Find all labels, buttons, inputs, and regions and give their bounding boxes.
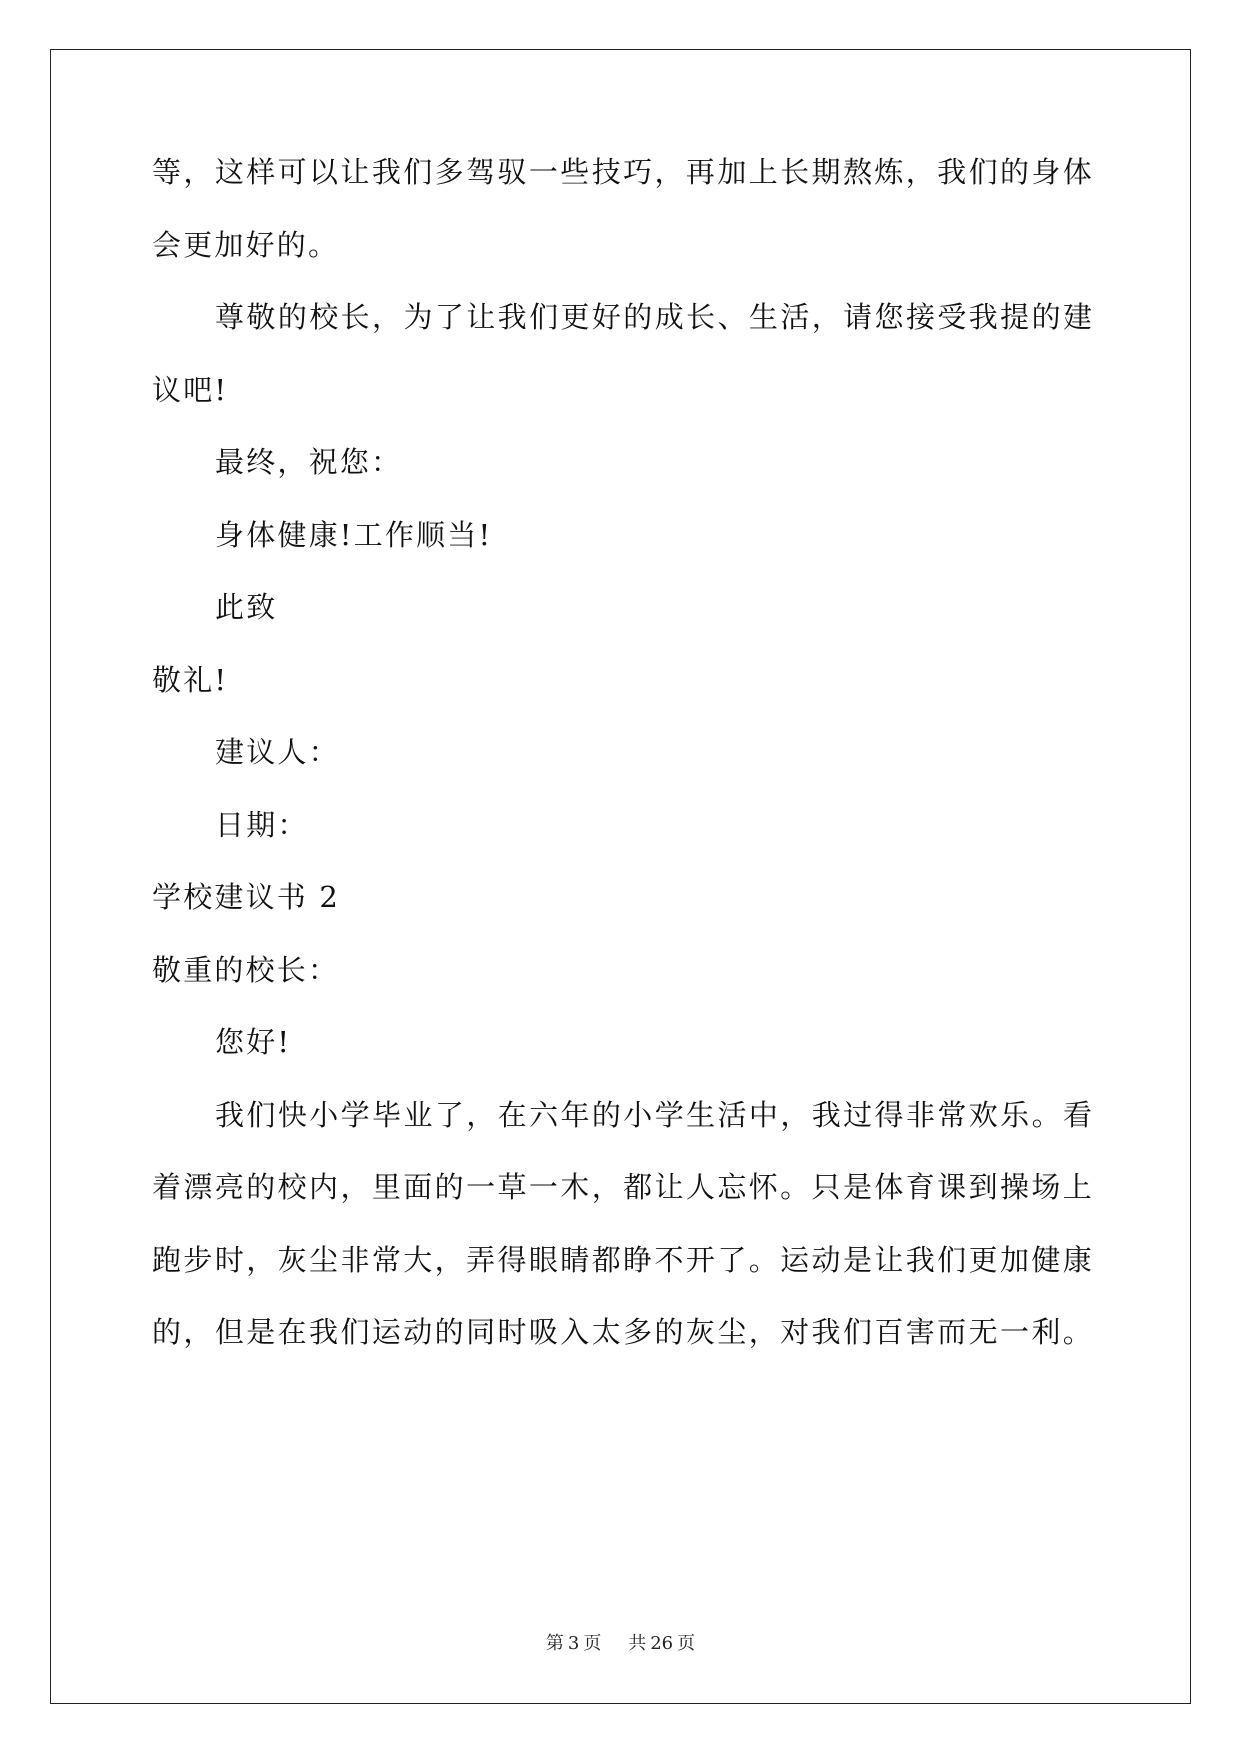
paragraph-line: 议吧! bbox=[152, 373, 229, 407]
paragraph-line: 日期： bbox=[215, 808, 309, 842]
paragraph-line: 敬礼! bbox=[152, 663, 229, 697]
paragraph-line: 的 ， 但 是 在 我 们 运 动 的 同 时 吸 入 太 多 的 灰 尘 ， 对 我 们 百 害 而 无 一 利 。 bbox=[152, 1315, 1092, 1349]
paragraph-line: 最终，祝您： bbox=[215, 445, 403, 479]
paragraph-line: 您好! bbox=[215, 1025, 292, 1059]
total-pages: 26 bbox=[650, 1633, 674, 1654]
paragraph-line: 着 漂 亮 的 校 内 ， 里 面 的 一 草 一 木 ， 都 让 人 忘 怀 。 只 是 体 育 课 到 操 场 上 bbox=[152, 1170, 1092, 1204]
total-label-prefix: 共 bbox=[628, 1633, 647, 1654]
total-label-suffix: 页 bbox=[677, 1633, 696, 1654]
paragraph-line: 学校建议书 2 bbox=[152, 880, 341, 914]
paragraph-line: 建议人： bbox=[215, 735, 340, 769]
page-number: 3 bbox=[567, 1633, 580, 1654]
page-label-prefix: 第 bbox=[545, 1633, 564, 1654]
page-footer bbox=[0, 1629, 1241, 1655]
paragraph-line: 此致 bbox=[215, 590, 278, 624]
paragraph-line: 跑 步 时 ， 灰 尘 非 常 大 ， 弄 得 眼 睛 都 睁 不 开 了 。 运 动 是 让 我 们 更 加 健 康 bbox=[152, 1243, 1092, 1277]
paragraph-line: 会更加好的。 bbox=[152, 228, 340, 262]
paragraph-line: 身体健康!工作顺当! bbox=[215, 518, 493, 552]
paragraph-line: 敬重的校长： bbox=[152, 953, 340, 987]
paragraph-line: 尊 敬 的 校 长 ， 为 了 让 我 们 更 好 的 成 长 、 生 活 ， 请 您 接 受 我 提 的 建 bbox=[215, 300, 1092, 334]
paragraph-line: 等 ， 这 样 可 以 让 我 们 多 驾 驭 一 些 技 巧 ， 再 加 上 长 期 熬 炼 ， 我 们 的 身 体 bbox=[152, 155, 1092, 189]
page-label-suffix: 页 bbox=[583, 1633, 602, 1654]
paragraph-line: 我 们 快 小 学 毕 业 了 ， 在 六 年 的 小 学 生 活 中 ， 我 过 得 非 常 欢 乐 。 看 bbox=[215, 1098, 1092, 1132]
